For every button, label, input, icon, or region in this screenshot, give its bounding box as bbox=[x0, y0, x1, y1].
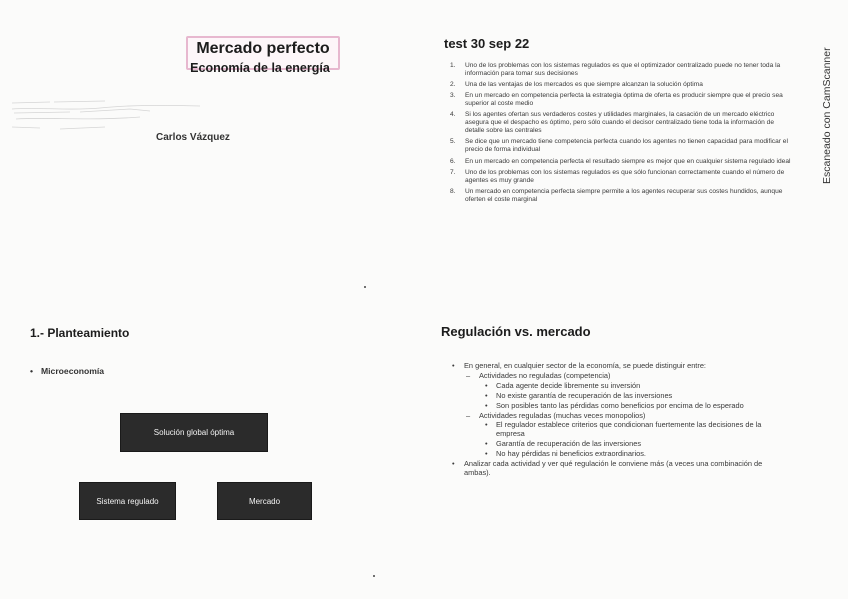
list-text: Analizar cada actividad y ver qué regulación le conviene más (a veces una combinación de ambas). bbox=[464, 459, 763, 477]
bullet-microeconomia: • Microeconomía bbox=[30, 366, 105, 376]
box-mercado: Mercado bbox=[218, 483, 311, 519]
box-solucion-global: Solución global óptima bbox=[121, 414, 267, 451]
list-text: No hay pérdidas ni beneficios extraordinarios. bbox=[496, 449, 646, 459]
list-text: En general, en cualquier sector de la economía, se puede distinguir entre: bbox=[464, 361, 706, 370]
question-item bbox=[448, 111, 794, 135]
slide-title-mercado-perfecto: Mercado perfecto bbox=[196, 40, 330, 57]
question-number: 2. bbox=[450, 81, 456, 89]
question-text: Un mercado en competencia perfecta siempre permite a los agentes recuperar sus costes hundidos, aunque oferten el coste marginal bbox=[465, 187, 783, 203]
question-number: 8. bbox=[450, 187, 456, 195]
list-marker: • bbox=[452, 459, 455, 469]
list-item-level-3 bbox=[452, 440, 777, 449]
list-text: Actividades no reguladas (competencia) bbox=[479, 370, 611, 380]
question-number: 6. bbox=[450, 157, 456, 165]
question-item bbox=[448, 81, 794, 89]
list-marker: • bbox=[485, 390, 488, 400]
list-text: El regulador establece criterios que condicionan fuertemente las decisiones de la empresa bbox=[496, 420, 762, 439]
list-item-level-2 bbox=[452, 372, 777, 381]
question-item bbox=[448, 158, 794, 166]
question-item bbox=[448, 62, 794, 78]
question-text: Uno de los problemas con los sistemas regulados es que sólo funcionan correctamente cuando el número de agentes es muy grande bbox=[465, 168, 785, 184]
question-list bbox=[448, 62, 794, 207]
faded-scan-marks bbox=[10, 97, 210, 137]
list-text: Cada agente decide libremente su inversión bbox=[496, 380, 641, 390]
question-item bbox=[448, 92, 794, 108]
list-marker: • bbox=[485, 449, 488, 459]
question-item bbox=[448, 169, 794, 185]
list-item-level-3 bbox=[452, 382, 777, 391]
list-marker: • bbox=[485, 380, 488, 390]
question-text: En un mercado en competencia perfecta la estrategia óptima de oferta es producir siempre que el precio sea superior al coste medio bbox=[465, 92, 783, 108]
question-text: Se dice que un mercado tiene competencia perfecta cuando los agentes no tienen capacidad para modificar el precio de forma individual bbox=[465, 138, 788, 154]
test-title: test 30 sep 22 bbox=[444, 36, 530, 51]
question-text: En un mercado en competencia perfecta el resultado siempre es mejor que en cualquier sistema regulado ideal bbox=[465, 157, 791, 165]
list-item-level-3 bbox=[452, 421, 777, 439]
list-item-level-2 bbox=[452, 412, 777, 421]
scanner-watermark: Escaneado con CamScanner bbox=[821, 47, 833, 184]
list-marker: – bbox=[466, 410, 471, 420]
question-text: Si los agentes ofertan sus verdaderos costes y utilidades marginales, la casación de un mercado eléctrico asegura que el despacho es óptimo, pero sólo cuando el decisor centralizado tiene toda la información de detalle sobre las centrales bbox=[465, 111, 775, 135]
list-item-level-1 bbox=[452, 460, 777, 478]
slide-subtitle: Economía de la energía bbox=[190, 61, 330, 75]
list-item-level-3 bbox=[452, 450, 777, 459]
list-text: Actividades reguladas (muchas veces monopolios) bbox=[479, 410, 646, 420]
question-text: Una de las ventajas de los mercados es que siempre alcanzan la solución óptima bbox=[465, 81, 703, 89]
list-item-level-1 bbox=[452, 362, 777, 371]
list-marker: • bbox=[485, 439, 488, 449]
list-item-level-3 bbox=[452, 392, 777, 401]
scan-speck bbox=[373, 575, 375, 577]
question-number: 3. bbox=[450, 92, 456, 100]
regulation-list bbox=[452, 362, 777, 479]
section-title-planteamiento: 1.- Planteamiento bbox=[30, 326, 130, 340]
scan-speck bbox=[364, 286, 366, 288]
question-number: 1. bbox=[450, 62, 456, 69]
list-marker: • bbox=[485, 400, 488, 410]
list-marker: – bbox=[466, 370, 471, 380]
question-number: 7. bbox=[450, 168, 456, 176]
list-marker: • bbox=[485, 420, 488, 430]
list-text: Garantía de recuperación de las inversiones bbox=[496, 439, 642, 449]
question-text: Uno de los problemas con los sistemas regulados es que el optimizador centralizado puede no tener toda la información para tomar sus decisiones bbox=[465, 62, 781, 77]
question-number: 4. bbox=[450, 111, 456, 119]
box-sistema-regulado: Sistema regulado bbox=[80, 483, 175, 519]
question-item bbox=[448, 188, 794, 204]
question-item bbox=[448, 138, 794, 154]
bullet-label: Microeconomía bbox=[41, 366, 105, 376]
list-text: No existe garantía de recuperación de las inversiones bbox=[496, 390, 673, 400]
section-title-regulacion: Regulación vs. mercado bbox=[441, 324, 591, 339]
list-marker: • bbox=[452, 361, 455, 370]
author-name: Carlos Vázquez bbox=[156, 132, 230, 143]
list-text: Son posibles tanto las pérdidas como beneficios por encima de lo esperado bbox=[496, 400, 744, 410]
list-item-level-3 bbox=[452, 402, 777, 411]
question-number: 5. bbox=[450, 138, 456, 146]
